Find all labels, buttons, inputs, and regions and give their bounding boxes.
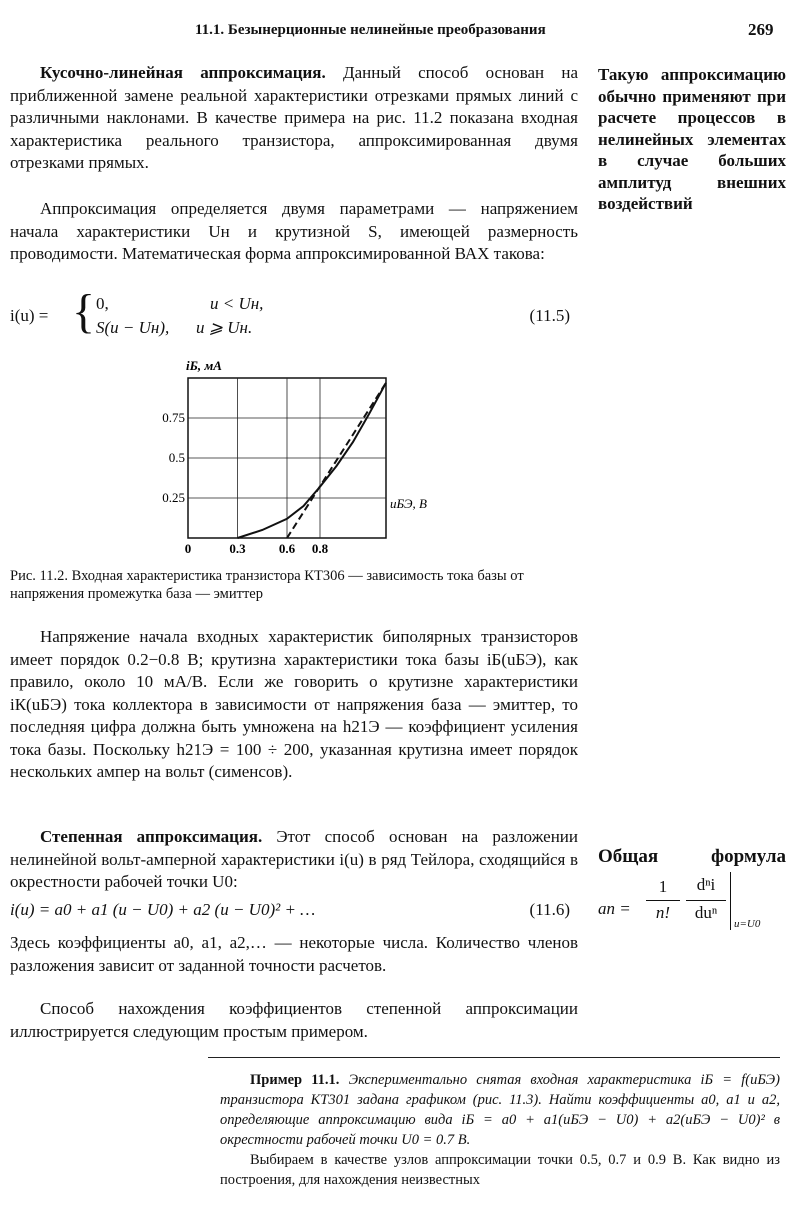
margin-note-1 <box>598 64 786 215</box>
paragraph-text: Аппроксимация определяется двумя параметрами — напряжением начала характеристики Uн и крутизной S, имеющей размерность проводимости. Математическая форма аппроксимированной ВАХ такова: <box>10 199 578 263</box>
eq-case-2: S(u − Uн), <box>96 318 170 337</box>
eq-number: (11.5) <box>529 306 570 325</box>
eq-cond-1: u < Uн, <box>210 294 264 313</box>
y-tick-label: 0.75 <box>162 410 185 425</box>
paragraph-coefficients <box>10 932 578 977</box>
y-axis-label: iБ, мА <box>186 358 222 373</box>
example-text: Экспериментально снятая входная характеристика iБ = f(uБЭ) транзистора КТ301 задана графиком (рис. 11.3). Найти коэффициенты a0, a1 и a2, определяющие аппроксимацию вида iБ = a0 + a1(uБЭ − U0) + a2(uБЭ − U0)² в окрестности рабочей точки U0 = 0.7 В. <box>220 1072 780 1148</box>
example-heading: Пример 11.1. <box>250 1072 340 1088</box>
approximation-line <box>287 383 386 538</box>
formula-dnum: dⁿi <box>696 875 716 894</box>
paragraph-transistors <box>10 626 578 784</box>
y-tick-label: 0.25 <box>162 490 185 505</box>
margin-note-text: Такую аппроксимацию обычно применяют при расчете процессов в нелинейных элементах в случае больших амплитуд внешних воздействий <box>598 65 786 213</box>
paragraph-text: Данный способ основан на приближенной замене реальной характеристики отрезками прямых линий с различными наклонами. В качестве примера на рис. 11.2 показана входная характеристика реального транзистора, аппроксимированная двумя отрезками прямых. <box>10 63 578 172</box>
paragraph-text: Здесь коэффициенты a0, a1, a2,… — некоторые числа. Количество членов разложения зависит от заданной точности расчетов. <box>10 933 578 975</box>
formula-dden: duⁿ <box>694 903 718 922</box>
equation-11-6 <box>10 900 578 920</box>
fraction-bar-2 <box>686 900 726 901</box>
example-text-2: Выбираем в качестве узлов аппроксимации точки 0.5, 0.7 и 0.9 В. Как видно из построения, для нахождения неизвестных <box>220 1152 780 1188</box>
fraction-bar <box>646 900 680 901</box>
formula-num: 1 <box>658 877 668 896</box>
formula-lhs: an = <box>598 899 631 918</box>
paragraph-text: Напряжение начала входных характеристик биполярных транзисторов имеет порядок 0.2−0.8 В; крутизна характеристики тока базы iБ(uБЭ), как правило, около 10 мА/В. Если же говорить о крутизне характеристики iК(uБЭ) тока коллектора в зависимости от напряжения база — эмиттер, то последняя цифра должна быть умножена на h21Э — коэффициент усиления тока базы. Поскольку h21Э = 100 ÷ 200, указанная крутизна имеет порядок нескольких ампер на вольт (сименсов). <box>10 627 578 781</box>
paragraph-piecewise <box>10 62 578 175</box>
eq-number: (11.6) <box>529 900 570 919</box>
paragraph-text: Способ нахождения коэффициентов степенной аппроксимации иллюстрируется следующим простым примером. <box>10 999 578 1041</box>
eq-lhs: i(u) = <box>10 306 49 325</box>
x-tick-label: 0 <box>184 541 192 556</box>
brace: { <box>72 285 96 338</box>
paragraph-parameters <box>10 198 578 266</box>
paragraph-power <box>10 826 578 894</box>
page-number: 269 <box>748 20 774 39</box>
margin-note-label: Общая формула <box>598 846 786 867</box>
characteristic-curve <box>238 383 387 538</box>
separator-rule <box>208 1057 780 1058</box>
example-block <box>220 1070 780 1190</box>
run-in-heading: Кусочно-линейная аппроксимация. <box>40 63 326 82</box>
x-tick-label: 0.8 <box>311 541 329 556</box>
eq-cond-2: u ⩾ Uн. <box>196 318 253 337</box>
page-header <box>0 18 800 48</box>
y-tick-label: 0.5 <box>168 450 185 465</box>
eq-body: i(u) = a0 + a1 (u − U0) + a2 (u − U0)² + … <box>10 900 316 919</box>
formula-den: n! <box>655 903 671 922</box>
running-title: 11.1. Безынерционные нелинейные преобразования <box>195 22 546 38</box>
paragraph-method <box>10 998 578 1043</box>
figure-caption: Рис. 11.2. Входная характеристика транзистора КТ306 — зависимость тока базы от напряжения промежутка база — эмиттер <box>10 568 524 602</box>
eq-case-1: 0, <box>96 294 109 313</box>
margin-note-2 <box>598 846 786 936</box>
x-axis-label: uБЭ, В <box>390 496 427 511</box>
formula-sub: u=U0 <box>734 918 761 930</box>
x-tick-label: 0.6 <box>278 541 296 556</box>
x-tick-label: 0.3 <box>229 541 246 556</box>
paragraph-text: Этот способ основан на разложении нелинейной вольт-амперной характеристики i(u) в ряд Тейлора, сходящийся в окрестности рабочей точки U0: <box>10 827 578 891</box>
run-in-heading: Степенная аппроксимация. <box>40 827 263 846</box>
eval-bar <box>730 872 731 930</box>
equation-11-5 <box>10 285 578 344</box>
chart-figure <box>150 352 427 562</box>
